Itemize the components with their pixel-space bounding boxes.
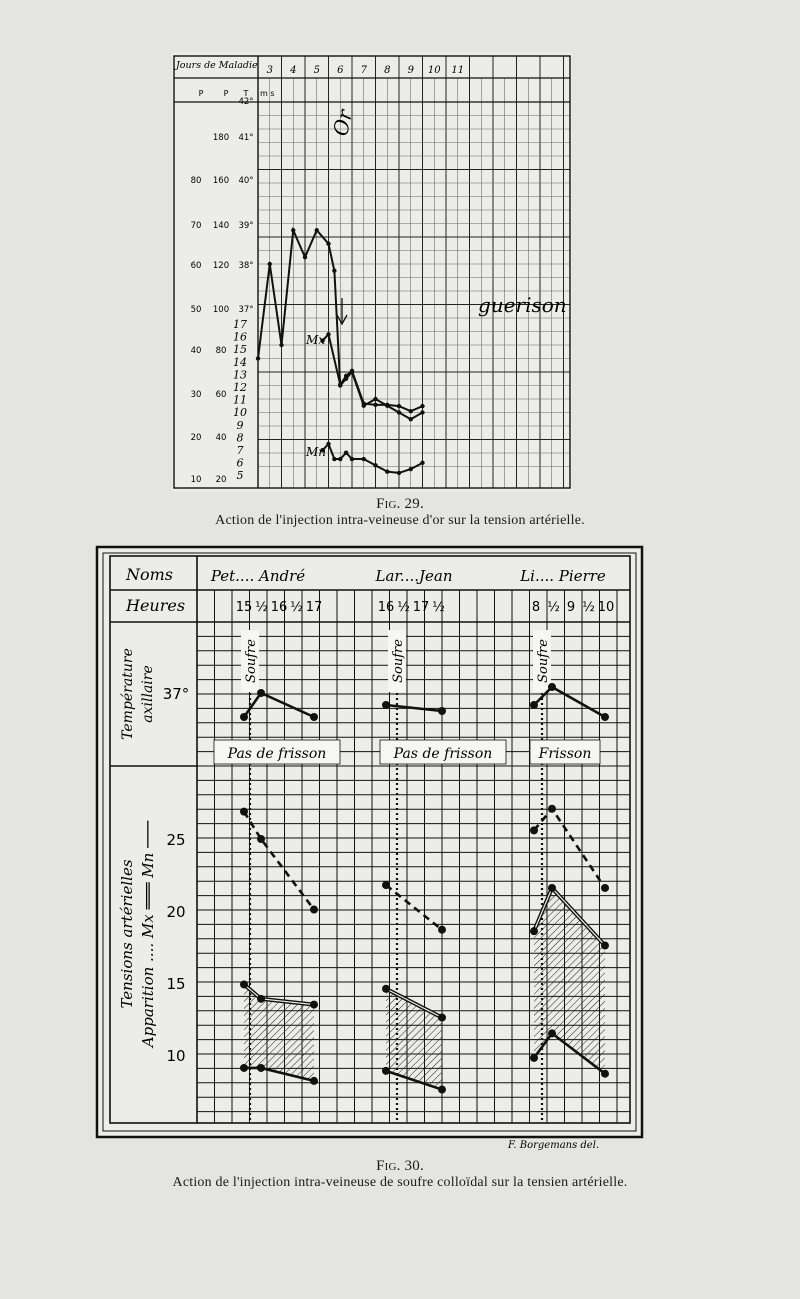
f29-series-mn-point bbox=[338, 457, 342, 461]
f29-day-label: 4 bbox=[290, 65, 297, 76]
fig30-label: Fig. 30. bbox=[376, 1158, 424, 1174]
f30-hour-label: ½ bbox=[582, 600, 595, 615]
f30-mx-point bbox=[240, 808, 248, 816]
f29-series-mx-point bbox=[397, 404, 401, 408]
f30-temperature-point bbox=[240, 713, 248, 721]
f30-injection-label: Soufre bbox=[391, 639, 406, 683]
f29-series-mn-point bbox=[385, 469, 389, 473]
f29-series-t-point bbox=[303, 255, 307, 259]
f30-injection-label: Soufre bbox=[244, 639, 259, 683]
f30-hour-label: ½ bbox=[255, 600, 268, 615]
f29-pulse2-label: 80 bbox=[215, 346, 227, 356]
f29-pulse2-label: 60 bbox=[215, 390, 227, 400]
f29-ppt-label: P bbox=[198, 89, 204, 98]
fig29-jours-label: Jours de Maladie bbox=[176, 60, 258, 71]
f29-series-mn-point bbox=[397, 471, 401, 475]
f29-tension-label: 8 bbox=[236, 431, 244, 445]
f29-day-label: 6 bbox=[337, 65, 344, 76]
f29-pulse2-label: 20 bbox=[215, 475, 227, 485]
f30-hour-label: ½ bbox=[290, 600, 303, 615]
f29-tension-label: 15 bbox=[233, 343, 247, 357]
fig30-noms-label: Noms bbox=[126, 565, 174, 584]
f30-mn-point bbox=[530, 927, 538, 935]
f30-mn-point bbox=[548, 884, 556, 892]
f30-apparition-point bbox=[601, 1070, 609, 1078]
f29-pulse-label: 50 bbox=[190, 305, 202, 315]
f29-series-t-point bbox=[397, 410, 401, 414]
fig29-mx-label: Mx bbox=[306, 333, 326, 347]
f29-pulse-label: 30 bbox=[190, 390, 202, 400]
f30-mn-point bbox=[310, 1001, 318, 1009]
f30-hour-label: 17 bbox=[412, 600, 430, 615]
f30-apparition-point bbox=[530, 1054, 538, 1062]
f30-temperature-point bbox=[438, 707, 446, 715]
fig29-caption: Action de l'injection intra-veineuse d'or sur la tension artérielle. bbox=[215, 513, 585, 528]
f29-series-t-point bbox=[256, 356, 260, 360]
fig30-heures-label: Heures bbox=[126, 596, 186, 615]
f29-ppt-label: T bbox=[243, 89, 249, 98]
f29-series-t-point bbox=[332, 269, 336, 273]
f30-patient-name: Li.... Pierre bbox=[520, 567, 606, 585]
f29-temp-label: 37° bbox=[238, 305, 254, 315]
f29-tension-label: 7 bbox=[236, 444, 244, 457]
f29-pulse-label: 10 bbox=[190, 475, 202, 485]
f30-hour-label: ½ bbox=[547, 600, 560, 615]
f29-series-mx-point bbox=[362, 401, 366, 405]
f29-temp-label: 41° bbox=[238, 133, 254, 143]
f30-y-tick-label: 20 bbox=[166, 903, 186, 921]
f29-series-mn-point bbox=[409, 467, 413, 471]
f30-patient-name: Lar....Jean bbox=[375, 567, 453, 585]
f30-temperature-point bbox=[548, 683, 556, 691]
f29-series-mx-point bbox=[338, 383, 342, 387]
f29-pulse-label: 80 bbox=[190, 176, 202, 186]
f29-tension-label: 10 bbox=[233, 406, 247, 420]
f30-hour-label: 9 bbox=[566, 600, 576, 615]
f29-temp-label: 40° bbox=[238, 176, 254, 186]
f29-pulse2-label: 160 bbox=[212, 176, 230, 186]
f30-hour-label: 8 bbox=[531, 600, 541, 615]
f29-tension-label: 6 bbox=[236, 456, 244, 470]
f29-tension-label: 9 bbox=[236, 418, 244, 432]
fig30-caption-block bbox=[0, 1158, 800, 1191]
f30-reaction-label: Pas de frisson bbox=[227, 746, 327, 762]
f30-temperature-point bbox=[310, 713, 318, 721]
f29-tension-label: 13 bbox=[233, 368, 247, 382]
f29-series-t-point bbox=[420, 410, 424, 414]
f29-series-t-point bbox=[409, 417, 413, 421]
f29-pulse-label: 20 bbox=[190, 433, 202, 443]
f29-series-mn-point bbox=[420, 461, 424, 465]
fig30-credit: F. Borgemans del. bbox=[508, 1140, 600, 1151]
f29-temp-label: 38° bbox=[238, 261, 254, 271]
f30-temperature-point bbox=[382, 701, 390, 709]
f29-tension-label: 17 bbox=[233, 318, 247, 331]
fig29-chart bbox=[0, 0, 800, 500]
f30-mx-point bbox=[530, 826, 538, 834]
f29-series-mn-point bbox=[362, 457, 366, 461]
f29-series-mx-point bbox=[373, 403, 377, 407]
f30-apparition-point bbox=[257, 1064, 265, 1072]
f30-mx-point bbox=[257, 835, 265, 843]
fig30-tension-label: Tensions artérielles bbox=[118, 859, 136, 1009]
f30-hour-label: 15 bbox=[235, 600, 253, 615]
f29-day-label: 3 bbox=[266, 65, 273, 76]
f30-hour-label: 16 bbox=[377, 600, 395, 615]
f30-injection-label: Soufre bbox=[536, 639, 551, 683]
f30-mn-point bbox=[240, 980, 248, 988]
fig29-gold-annotation: Or bbox=[328, 107, 358, 139]
f29-day-label: 8 bbox=[384, 65, 391, 76]
f30-mx-point bbox=[548, 805, 556, 813]
f30-patient-name: Pet.... André bbox=[210, 567, 306, 585]
f30-hour-label: 17 bbox=[305, 600, 323, 615]
f30-hour-label: ½ bbox=[397, 600, 410, 615]
f30-reaction-label: Pas de frisson bbox=[393, 746, 493, 762]
f29-series-t-point bbox=[291, 228, 295, 232]
f29-pulse-label: 60 bbox=[190, 261, 202, 271]
f29-day-label: 5 bbox=[313, 65, 320, 76]
f29-ppt-label: P bbox=[223, 89, 229, 98]
f29-tension-label: 16 bbox=[233, 330, 247, 344]
f29-day-label: 7 bbox=[360, 65, 367, 76]
fig30-caption: Action de l'injection intra-veineuse de soufre colloïdal sur la tensien artérielle. bbox=[172, 1175, 628, 1190]
f30-mn-point bbox=[438, 1014, 446, 1022]
f30-reaction-label: Frisson bbox=[538, 746, 592, 762]
f29-series-t-point bbox=[373, 397, 377, 401]
f30-apparition-point bbox=[438, 1086, 446, 1094]
f30-hour-label: 10 bbox=[597, 600, 615, 615]
f29-series-t-point bbox=[279, 343, 283, 347]
f30-apparition-point bbox=[310, 1077, 318, 1085]
f29-series-mx-point bbox=[344, 374, 348, 378]
f30-mx-point bbox=[382, 881, 390, 889]
f30-apparition-point bbox=[240, 1064, 248, 1072]
f29-temp-label: 42° bbox=[238, 97, 254, 107]
f29-pulse2-label: 100 bbox=[212, 305, 230, 315]
f29-series-mn-point bbox=[373, 463, 377, 467]
fig29-label: Fig. 29. bbox=[376, 496, 424, 512]
f29-series-mx-point bbox=[350, 369, 354, 373]
f29-pulse-label: 40 bbox=[190, 346, 202, 356]
f30-y-tick-label: 10 bbox=[166, 1047, 186, 1065]
f30-temperature-point bbox=[530, 701, 538, 709]
f30-mx-point bbox=[310, 906, 318, 914]
f29-series-mx-point bbox=[385, 403, 389, 407]
f30-y-tick-label: 37° bbox=[162, 685, 190, 703]
f29-series-t-point bbox=[268, 262, 272, 266]
f29-series-mn-point bbox=[350, 457, 354, 461]
fig30-axillaire-label: axillaire bbox=[140, 665, 156, 723]
fig29-caption-block bbox=[0, 496, 800, 529]
f29-tension-label: 11 bbox=[233, 393, 247, 407]
f30-y-tick-label: 25 bbox=[166, 831, 186, 849]
f29-series-mx-point bbox=[409, 409, 413, 413]
fig29-ms-label: m s bbox=[260, 89, 275, 98]
f30-mn-point bbox=[257, 995, 265, 1003]
f30-apparition-point bbox=[382, 1067, 390, 1075]
f30-apparition-point bbox=[548, 1029, 556, 1037]
fig30-temperature-label: Température bbox=[120, 648, 136, 740]
f29-day-label: 9 bbox=[407, 65, 414, 76]
f30-hour-label: 16 bbox=[270, 600, 288, 615]
fig29-mn-label: Mn bbox=[306, 445, 327, 459]
f29-day-label: 11 bbox=[451, 65, 465, 76]
fig30-apparition-label: Apparition .... Mx ═══ Mn ─── bbox=[139, 820, 157, 1048]
f30-mn-point bbox=[382, 985, 390, 993]
f29-tension-label: 12 bbox=[233, 381, 247, 394]
f29-series-t-point bbox=[315, 228, 319, 232]
f30-y-tick-label: 15 bbox=[166, 975, 186, 993]
f29-pulse2-label: 180 bbox=[212, 133, 230, 143]
f29-pulse-label: 70 bbox=[190, 221, 202, 231]
f29-series-mx-point bbox=[326, 332, 330, 336]
f29-series-t-point bbox=[326, 242, 330, 246]
f30-mx-point bbox=[601, 884, 609, 892]
fig29-outcome-label: guerison bbox=[478, 293, 567, 317]
f29-series-mn-point bbox=[344, 451, 348, 455]
f29-pulse2-label: 140 bbox=[212, 221, 230, 231]
f29-temp-label: 39° bbox=[238, 221, 254, 231]
f29-pulse2-label: 120 bbox=[212, 261, 230, 271]
f29-tension-label: 5 bbox=[236, 469, 244, 483]
f30-mn-point bbox=[601, 942, 609, 950]
fig30-chart bbox=[0, 538, 800, 1158]
f29-tension-label: 14 bbox=[233, 355, 247, 369]
f29-series-mn-point bbox=[326, 442, 330, 446]
f30-temperature-point bbox=[257, 689, 265, 697]
f30-temperature-point bbox=[601, 713, 609, 721]
f30-mx-point bbox=[438, 926, 446, 934]
f29-series-mn-point bbox=[332, 457, 336, 461]
f29-series-mx-point bbox=[420, 404, 424, 408]
f30-hour-label: ½ bbox=[432, 600, 445, 615]
f29-pulse2-label: 40 bbox=[215, 433, 227, 443]
f29-day-label: 10 bbox=[427, 65, 441, 76]
